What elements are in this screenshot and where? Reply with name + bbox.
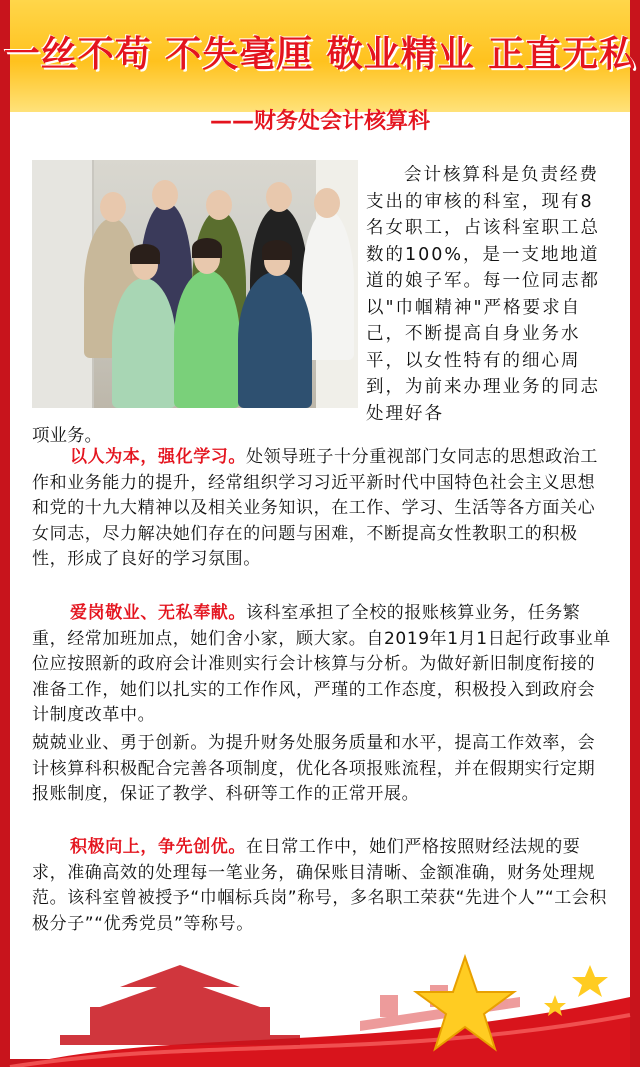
intro-tail: 项业务。 <box>32 426 102 446</box>
intro-paragraph: 会计核算科是负责经费支出的审核的科室，现有8名女职工，占该科室职工总数的100%，是一支地地道道的娘子军。每一位同志都以"巾帼精神"严格要求自己，不断提高自身业务水平，以女性特有的细心周到，为前来办理业务的同志处理好各 <box>366 165 600 424</box>
person-figure <box>238 272 312 408</box>
section-dedication <box>32 601 612 729</box>
person-figure <box>174 270 240 408</box>
section-heading: 以人为本，强化学习。 <box>70 447 246 467</box>
tiananmen-icon <box>60 965 300 1045</box>
person-hair <box>262 240 292 260</box>
person-hair <box>130 244 160 264</box>
section-excellence <box>32 835 612 937</box>
person-head <box>206 190 232 220</box>
person-head <box>100 192 126 222</box>
person-head <box>314 188 340 218</box>
group-photo <box>32 160 358 408</box>
page-subtitle: ——财务处会计核算科 <box>209 109 430 134</box>
page-title: 一丝不苟 不失毫厘 敬业精业 正直无私 <box>3 34 637 75</box>
section-study <box>32 445 612 573</box>
person-head <box>152 180 178 210</box>
star-icon <box>572 965 608 997</box>
footer-ornament <box>0 937 640 1067</box>
section-body: 在日常工作中，她们严格按照财经法规的要求，准确高效的处理每一笔业务，确保账目清晰、金额准确，财务处理规范。该科室曾被授予“巾帼标兵岗”称号，多名职工荣获“先进个人”“工会积极分子”“优秀党员”等称号。 <box>32 837 608 934</box>
person-figure <box>112 278 176 408</box>
section-innovation <box>32 731 612 808</box>
section-body: 该科室承担了全校的报账核算业务，任务繁重，经常加班加点，她们舍小家，顾大家。自2019年1月1日起行政事业单位应按照新的政府会计准则实行会计核算与分析。为做好新旧制度衔接的准备工作，她们以扎实的工作作风，严瑾的工作态度，积极投入到政府会计制度改革中。 <box>32 603 611 726</box>
person-head <box>266 182 292 212</box>
section-body: 处领导班子十分重视部门女同志的思想政治工作和业务能力的提升，经常组织学习习近平新时代中国特色社会主义思想和党的十九大精神以及相关业务知识，在工作、学习、生活等各方面关心女同志，尽力解决她们存在的问题与困难，不断提高女性教职工的积极性，形成了良好的学习氛围。 <box>32 447 598 570</box>
person-hair <box>192 238 222 258</box>
section-heading: 爱岗敬业、无私奉献。 <box>70 603 246 623</box>
section-body: 兢兢业业、勇于创新。为提升财务处服务质量和水平，提高工作效率，会计核算科积极配合完善各项制度，优化各项报账流程，并在假期实行定期报账制度，保证了教学、科研等工作的正常开展。 <box>32 733 596 805</box>
section-heading: 积极向上，争先创优。 <box>70 837 246 857</box>
